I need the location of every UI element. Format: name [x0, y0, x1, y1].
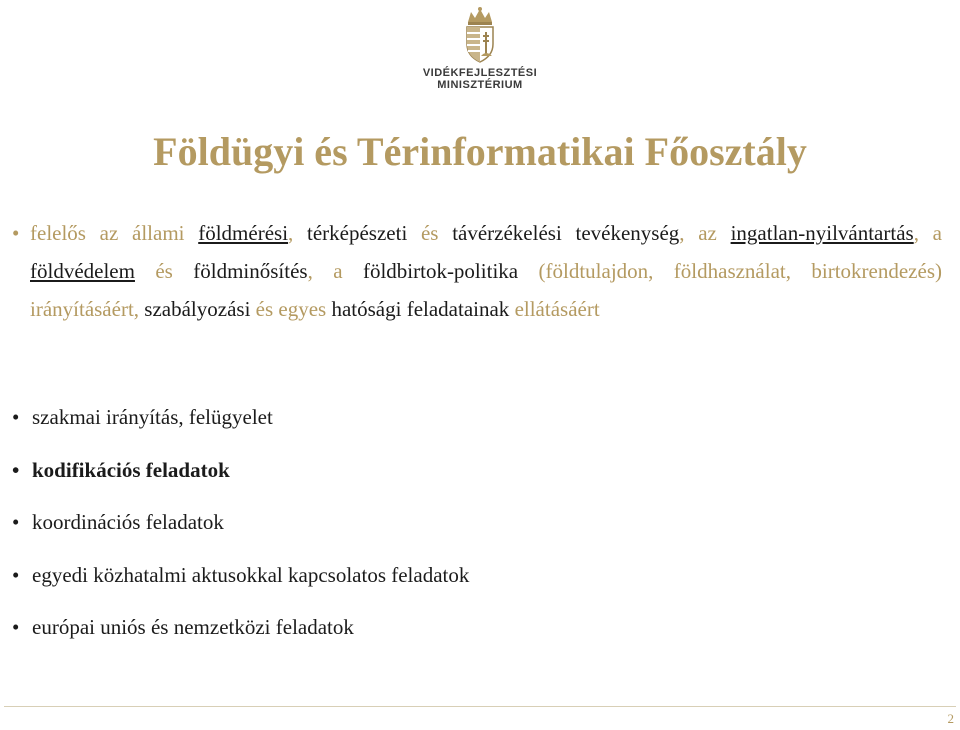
intro-segment: , az: [679, 221, 731, 245]
list-item: [12, 509, 912, 535]
intro-segment: , a: [307, 259, 363, 283]
bullet-icon: •: [12, 405, 20, 429]
bullet-icon: •: [12, 615, 20, 639]
bullet-icon: •: [12, 457, 20, 482]
intro-segment: távérzékelési tevékenység: [452, 221, 680, 245]
intro-segment: térképészeti: [307, 221, 408, 245]
intro-segment: ellátásáért: [509, 297, 600, 321]
intro-segment: ,: [288, 221, 307, 245]
coat-of-arms-icon: [462, 6, 498, 64]
intro-paragraph: [12, 214, 942, 328]
intro-text: [30, 214, 942, 328]
list-item: [12, 457, 912, 483]
list-item: [12, 614, 912, 640]
list-item-label: kodifikációs feladatok: [32, 457, 230, 482]
bullet-icon: •: [12, 221, 20, 245]
footer-divider: [4, 706, 956, 707]
intro-segment: és egyes: [250, 297, 332, 321]
list-item-label: európai uniós és nemzetközi feladatok: [32, 615, 354, 639]
bullet-icon: •: [12, 562, 20, 587]
page-number: 2: [947, 711, 954, 726]
intro-segment: ingatlan-nyilvántartás: [730, 221, 914, 245]
intro-segment: és: [407, 221, 453, 245]
intro-segment: földmérési: [198, 221, 289, 245]
ministry-logo: [405, 6, 555, 98]
list-item-label: szakmai irányítás, felügyelet: [32, 405, 273, 429]
intro-segment: , a: [913, 221, 942, 245]
intro-segment: szabályozási: [144, 297, 251, 321]
list-item-label: egyedi közhatalmi aktusokkal kapcsolatos feladatok: [32, 562, 470, 587]
list-item-label: koordinációs feladatok: [32, 510, 224, 534]
intro-segment: (földtulajdon, földhasználat, birtokrendezés) irányításáért,: [30, 259, 942, 321]
intro-segment: földminősítés: [193, 259, 308, 283]
list-item: [12, 562, 912, 588]
logo-line-1: VIDÉKFEJLESZTÉSI: [422, 67, 538, 79]
intro-segment: hatósági feladatainak: [331, 297, 510, 321]
task-list: [12, 404, 912, 667]
intro-segment: felelős az állami: [30, 221, 199, 245]
bullet-icon: •: [12, 510, 20, 534]
list-item: [12, 404, 912, 430]
intro-segment: és: [134, 259, 194, 283]
intro-segment: földbirtok-politika: [362, 259, 519, 283]
logo-line-2: MINISZTÉRIUM: [437, 79, 523, 91]
page-title: Földügyi és Térinformatikai Főosztály: [153, 129, 807, 174]
intro-segment: földvédelem: [30, 259, 135, 283]
